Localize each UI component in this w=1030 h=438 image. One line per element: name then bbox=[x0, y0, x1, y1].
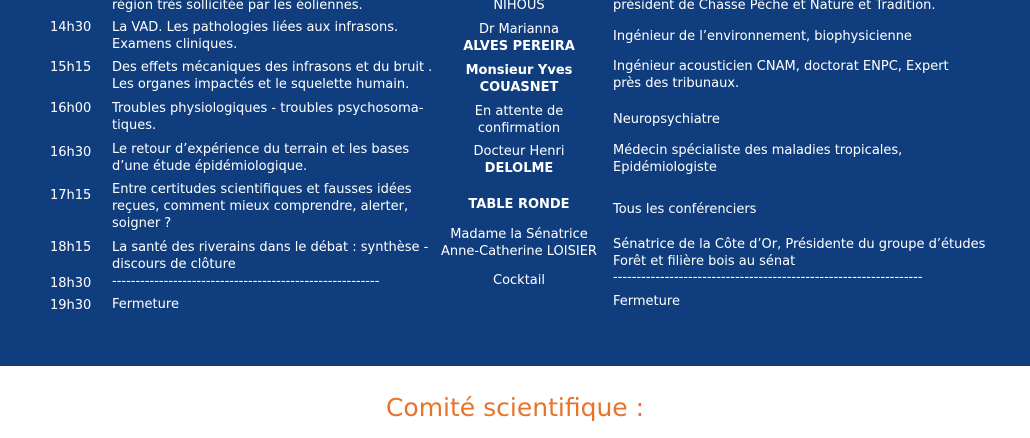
speaker-name: Madame la Sénatrice Anne-Catherine LOISIER bbox=[441, 227, 597, 259]
speaker-name: TABLE RONDE bbox=[468, 197, 570, 212]
talk-title: Entre certitudes scientifiques et fausses idées reçues, comment mieux comprendre, alerter, soigner ? bbox=[112, 182, 412, 231]
divider-line: --------------------------------------------------------- bbox=[112, 274, 380, 289]
speaker-name: En attente de confirmation bbox=[474, 104, 564, 136]
divider-line: ------------------------------------------------------------------ bbox=[613, 270, 923, 285]
speaker-role: Ingénieur de l’environnement, biophysicienne bbox=[613, 29, 912, 44]
speaker-name: NIHOUS bbox=[493, 0, 545, 13]
time-slot: 18h30 bbox=[50, 276, 92, 291]
speaker-role: Tous les conférenciers bbox=[613, 202, 757, 217]
time-slot: 19h30 bbox=[50, 298, 92, 313]
talk-title: région très sollicitée par les éoliennes. bbox=[112, 0, 363, 13]
time-slot: 16h00 bbox=[50, 101, 92, 116]
talk-title: La VAD. Les pathologies liées aux infrasons. Examens cliniques. bbox=[112, 20, 399, 52]
time-slot: 17h15 bbox=[50, 188, 92, 203]
speaker-name: Docteur Henri DELOLME bbox=[473, 144, 565, 176]
time-slot: 16h30 bbox=[50, 145, 92, 160]
section-heading: Comité scientifique : bbox=[385, 393, 645, 422]
talk-title: La santé des riverains dans le débat : synthèse - discours de clôture bbox=[112, 240, 429, 272]
speaker-role: Médecin spécialiste des maladies tropicales, Epidémiologiste bbox=[613, 143, 903, 175]
speaker-role: Fermeture bbox=[613, 294, 680, 309]
talk-title: Troubles physiologiques - troubles psychosoma- tiques. bbox=[112, 101, 424, 133]
time-slot: 14h30 bbox=[50, 20, 92, 35]
talk-title: Des effets mécaniques des infrasons et du bruit . Les organes impactés et le squelette humain. bbox=[112, 60, 433, 92]
speaker-name: Monsieur Yves COUASNET bbox=[465, 63, 573, 95]
speaker-role: Ingénieur acousticien CNAM, doctorat ENPC, Expert près des tribunaux. bbox=[613, 59, 949, 91]
talk-title: Le retour d’expérience du terrain et les bases d’une étude épidémiologique. bbox=[112, 142, 410, 174]
talk-title: Fermeture bbox=[112, 297, 179, 312]
speaker-role: Neuropsychiatre bbox=[613, 112, 720, 127]
speaker-name: Cocktail bbox=[493, 273, 545, 288]
speaker-role: Sénatrice de la Côte d’Or, Présidente du groupe d’études Forêt et filière bois au sénat bbox=[613, 237, 986, 269]
speaker-role: président de Chasse Pêche et Nature et Tradition. bbox=[613, 0, 936, 13]
speaker-name: Dr Marianna ALVES PEREIRA bbox=[463, 22, 575, 54]
time-slot: 15h15 bbox=[50, 60, 92, 75]
time-slot: 18h15 bbox=[50, 240, 92, 255]
